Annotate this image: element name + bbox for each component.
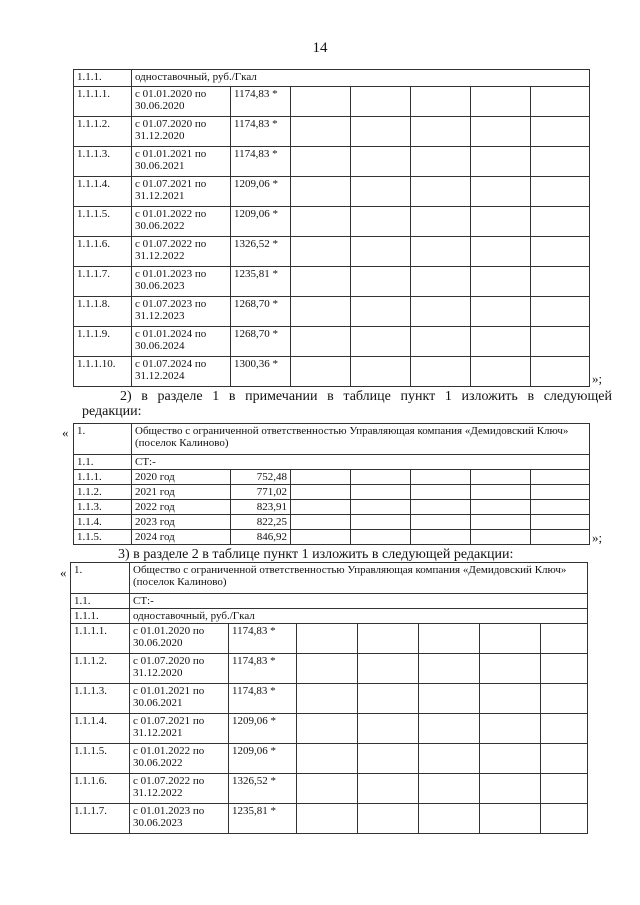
period-cell xyxy=(132,357,231,387)
empty-cell xyxy=(471,357,531,387)
table-row xyxy=(71,714,588,744)
row-number: 1.1.4. xyxy=(74,515,132,530)
period-cell xyxy=(130,684,229,714)
tariff-table-3 xyxy=(70,562,588,834)
tariff-value: 1174,83 * xyxy=(229,684,297,714)
empty-cell xyxy=(411,207,471,237)
organization-name: Общество с ограниченной ответственностью Управляющая компания «Демидовский Ключ» (поселок Калиново) xyxy=(130,563,588,594)
table-row xyxy=(74,470,590,485)
close-quote-mark: »; xyxy=(592,530,603,545)
row-number: 1.1.1.7. xyxy=(71,804,130,834)
tariff-table-1 xyxy=(73,69,590,387)
table-row xyxy=(74,87,590,117)
table-row xyxy=(71,774,588,804)
row-number: 1.1.1.3. xyxy=(74,147,132,177)
ct-row xyxy=(71,594,588,609)
amendment-text-3-line-1: 3) в разделе 2 в таблице пункт 1 изложить в следующей редакции: xyxy=(118,547,514,562)
period-end: 30.06.2020 xyxy=(133,637,183,649)
amendment-text-2-line-1: 2) в разделе 1 в примечании в таблице пункт 1 изложить в следующей xyxy=(120,389,612,404)
period-cell xyxy=(132,267,231,297)
row-number: 1.1.1.1. xyxy=(71,624,130,654)
ct-label: СТ:- xyxy=(130,594,588,609)
organization-row xyxy=(71,563,588,594)
period-start: с 01.07.2020 по xyxy=(133,655,205,667)
amendment-text-2-line-2: редакции: xyxy=(82,404,142,419)
row-number: 1.1.3. xyxy=(74,500,132,515)
period-start: с 01.01.2021 по xyxy=(135,148,207,160)
empty-cell xyxy=(531,530,590,545)
table-row xyxy=(71,804,588,834)
empty-cell xyxy=(480,624,541,654)
period-end: 30.06.2023 xyxy=(133,817,183,829)
tariff-type-label: одноставочный, руб./Гкал xyxy=(132,70,590,87)
empty-cell xyxy=(471,237,531,267)
row-number: 1.1. xyxy=(71,594,130,609)
empty-cell xyxy=(419,624,480,654)
empty-cell xyxy=(351,327,411,357)
tariff-value: 1235,81 * xyxy=(229,804,297,834)
empty-cell xyxy=(351,470,411,485)
table-row xyxy=(71,744,588,774)
empty-cell xyxy=(291,267,351,297)
empty-cell xyxy=(351,515,411,530)
empty-cell xyxy=(351,357,411,387)
empty-cell xyxy=(411,470,471,485)
empty-cell xyxy=(531,470,590,485)
period-start: с 01.07.2023 по xyxy=(135,298,207,310)
empty-cell xyxy=(411,237,471,267)
empty-cell xyxy=(471,530,531,545)
period-start: с 01.01.2022 по xyxy=(135,208,207,220)
row-number: 1.1.1.9. xyxy=(74,327,132,357)
empty-cell xyxy=(471,147,531,177)
empty-cell xyxy=(541,714,588,744)
year-cell: 2021 год xyxy=(132,485,231,500)
period-end: 31.12.2023 xyxy=(135,310,185,322)
table-row xyxy=(74,500,590,515)
empty-cell xyxy=(471,267,531,297)
empty-cell xyxy=(351,485,411,500)
empty-cell xyxy=(531,327,590,357)
empty-cell xyxy=(351,297,411,327)
empty-cell xyxy=(291,515,351,530)
empty-cell xyxy=(419,744,480,774)
tariff-value: 1300,36 * xyxy=(231,357,291,387)
empty-cell xyxy=(541,804,588,834)
tariff-value: 771,02 xyxy=(231,485,291,500)
period-start: с 01.07.2021 по xyxy=(135,178,207,190)
empty-cell xyxy=(471,87,531,117)
period-cell xyxy=(130,774,229,804)
empty-cell xyxy=(351,117,411,147)
empty-cell xyxy=(291,207,351,237)
empty-cell xyxy=(471,515,531,530)
ct-label: СТ:- xyxy=(132,455,590,470)
period-start: с 01.01.2023 по xyxy=(135,268,207,280)
tariff-table-2 xyxy=(73,423,590,545)
empty-cell xyxy=(531,267,590,297)
empty-cell xyxy=(480,804,541,834)
tariff-value: 1209,06 * xyxy=(231,177,291,207)
row-number: 1.1.1.4. xyxy=(71,714,130,744)
empty-cell xyxy=(541,684,588,714)
tariff-value: 752,48 xyxy=(231,470,291,485)
year-cell: 2022 год xyxy=(132,500,231,515)
empty-cell xyxy=(480,744,541,774)
row-number: 1.1.1.3. xyxy=(71,684,130,714)
empty-cell xyxy=(531,485,590,500)
period-cell xyxy=(130,624,229,654)
row-number: 1.1.1.2. xyxy=(74,117,132,147)
empty-cell xyxy=(358,684,419,714)
row-number: 1.1.1.2. xyxy=(71,654,130,684)
period-start: с 01.07.2024 по xyxy=(135,358,207,370)
tariff-value: 822,25 xyxy=(231,515,291,530)
empty-cell xyxy=(358,654,419,684)
period-cell xyxy=(132,327,231,357)
period-start: с 01.07.2022 по xyxy=(135,238,207,250)
period-end: 31.12.2020 xyxy=(135,130,185,142)
open-quote-mark: « xyxy=(62,425,69,440)
page-number: 14 xyxy=(312,40,328,56)
tariff-value: 1209,06 * xyxy=(231,207,291,237)
period-start: с 01.01.2021 по xyxy=(133,685,205,697)
table-row xyxy=(71,684,588,714)
period-cell xyxy=(130,744,229,774)
period-start: с 01.07.2022 по xyxy=(133,775,205,787)
period-end: 30.06.2024 xyxy=(135,340,185,352)
empty-cell xyxy=(358,804,419,834)
empty-cell xyxy=(411,147,471,177)
empty-cell xyxy=(291,297,351,327)
table-header-row xyxy=(74,70,590,87)
empty-cell xyxy=(541,624,588,654)
table-row xyxy=(71,624,588,654)
empty-cell xyxy=(297,624,358,654)
table-row xyxy=(74,530,590,545)
period-cell xyxy=(132,117,231,147)
year-cell: 2020 год xyxy=(132,470,231,485)
table-row xyxy=(74,237,590,267)
empty-cell xyxy=(297,744,358,774)
period-end: 31.12.2021 xyxy=(133,727,183,739)
empty-cell xyxy=(291,500,351,515)
tariff-value: 1174,83 * xyxy=(231,87,291,117)
row-number: 1.1.1.8. xyxy=(74,297,132,327)
empty-cell xyxy=(480,654,541,684)
row-number: 1.1. xyxy=(74,455,132,470)
organization-name: Общество с ограниченной ответственностью Управляющая компания «Демидовский Ключ» (поселок Калиново) xyxy=(132,424,590,455)
empty-cell xyxy=(297,804,358,834)
period-cell xyxy=(132,177,231,207)
period-end: 30.06.2021 xyxy=(135,160,185,172)
empty-cell xyxy=(351,177,411,207)
empty-cell xyxy=(291,470,351,485)
empty-cell xyxy=(291,87,351,117)
amendment-text-2 xyxy=(82,389,612,419)
empty-cell xyxy=(358,714,419,744)
empty-cell xyxy=(419,714,480,744)
organization-row xyxy=(74,424,590,455)
table-row xyxy=(74,207,590,237)
period-end: 31.12.2022 xyxy=(135,250,185,262)
year-cell: 2024 год xyxy=(132,530,231,545)
period-end: 30.06.2020 xyxy=(135,100,185,112)
empty-cell xyxy=(419,684,480,714)
close-quote-mark: »; xyxy=(592,371,603,386)
row-number: 1.1.1.6. xyxy=(71,774,130,804)
empty-cell xyxy=(531,500,590,515)
empty-cell xyxy=(531,117,590,147)
period-end: 30.06.2022 xyxy=(135,220,185,232)
empty-cell xyxy=(411,297,471,327)
tariff-value: 1174,83 * xyxy=(231,147,291,177)
empty-cell xyxy=(419,804,480,834)
empty-cell xyxy=(411,177,471,207)
empty-cell xyxy=(351,530,411,545)
empty-cell xyxy=(471,117,531,147)
empty-cell xyxy=(351,267,411,297)
empty-cell xyxy=(297,714,358,744)
empty-cell xyxy=(291,237,351,267)
open-quote-mark: « xyxy=(60,565,67,580)
period-start: с 01.07.2020 по xyxy=(135,118,207,130)
tariff-value: 1174,83 * xyxy=(229,654,297,684)
empty-cell xyxy=(471,207,531,237)
row-number: 1.1.1.10. xyxy=(74,357,132,387)
empty-cell xyxy=(411,530,471,545)
period-cell xyxy=(132,297,231,327)
empty-cell xyxy=(351,87,411,117)
row-number: 1.1.2. xyxy=(74,485,132,500)
period-start: с 01.01.2023 по xyxy=(133,805,205,817)
table-row xyxy=(74,327,590,357)
empty-cell xyxy=(471,500,531,515)
row-number: 1. xyxy=(71,563,130,594)
tariff-value: 1174,83 * xyxy=(231,117,291,147)
empty-cell xyxy=(291,327,351,357)
empty-cell xyxy=(531,515,590,530)
period-end: 30.06.2022 xyxy=(133,757,183,769)
empty-cell xyxy=(358,624,419,654)
row-number: 1.1.1.7. xyxy=(74,267,132,297)
period-end: 31.12.2024 xyxy=(135,370,185,382)
tariff-value: 1326,52 * xyxy=(229,774,297,804)
empty-cell xyxy=(411,500,471,515)
period-end: 31.12.2020 xyxy=(133,667,183,679)
row-number: 1.1.1.5. xyxy=(74,207,132,237)
empty-cell xyxy=(297,654,358,684)
empty-cell xyxy=(531,357,590,387)
empty-cell xyxy=(291,485,351,500)
empty-cell xyxy=(297,774,358,804)
empty-cell xyxy=(531,87,590,117)
empty-cell xyxy=(531,237,590,267)
empty-cell xyxy=(471,177,531,207)
table-row xyxy=(74,485,590,500)
table-row xyxy=(74,177,590,207)
empty-cell xyxy=(411,117,471,147)
period-cell xyxy=(132,147,231,177)
empty-cell xyxy=(531,147,590,177)
table-header-row xyxy=(71,609,588,624)
table-row xyxy=(74,357,590,387)
table-row xyxy=(74,297,590,327)
row-number: 1.1.1.4. xyxy=(74,177,132,207)
empty-cell xyxy=(471,470,531,485)
empty-cell xyxy=(297,684,358,714)
table-row xyxy=(74,147,590,177)
table-row xyxy=(74,515,590,530)
empty-cell xyxy=(291,117,351,147)
empty-cell xyxy=(541,654,588,684)
empty-cell xyxy=(358,774,419,804)
ct-row xyxy=(74,455,590,470)
empty-cell xyxy=(480,714,541,744)
period-cell xyxy=(132,237,231,267)
period-cell xyxy=(130,804,229,834)
empty-cell xyxy=(411,87,471,117)
empty-cell xyxy=(411,327,471,357)
row-number: 1.1.1. xyxy=(74,70,132,87)
row-number: 1.1.1.5. xyxy=(71,744,130,774)
tariff-value: 846,92 xyxy=(231,530,291,545)
empty-cell xyxy=(531,177,590,207)
empty-cell xyxy=(471,327,531,357)
empty-cell xyxy=(291,530,351,545)
empty-cell xyxy=(480,774,541,804)
empty-cell xyxy=(471,297,531,327)
empty-cell xyxy=(351,237,411,267)
tariff-value: 1268,70 * xyxy=(231,327,291,357)
empty-cell xyxy=(531,207,590,237)
empty-cell xyxy=(291,357,351,387)
tariff-value: 1174,83 * xyxy=(229,624,297,654)
tariff-type-label: одноставочный, руб./Гкал xyxy=(130,609,588,624)
amendment-text-3 xyxy=(118,547,513,562)
row-number: 1.1.1. xyxy=(71,609,130,624)
period-cell xyxy=(130,714,229,744)
period-start: с 01.01.2020 по xyxy=(135,88,207,100)
empty-cell xyxy=(411,357,471,387)
empty-cell xyxy=(351,500,411,515)
row-number: 1.1.1.1. xyxy=(74,87,132,117)
empty-cell xyxy=(358,744,419,774)
table-row xyxy=(74,117,590,147)
row-number: 1.1.1.6. xyxy=(74,237,132,267)
tariff-value: 1268,70 * xyxy=(231,297,291,327)
tariff-value: 1326,52 * xyxy=(231,237,291,267)
period-start: с 01.01.2022 по xyxy=(133,745,205,757)
row-number: 1. xyxy=(74,424,132,455)
period-end: 31.12.2022 xyxy=(133,787,183,799)
tariff-value: 1209,06 * xyxy=(229,744,297,774)
tariff-value: 1235,81 * xyxy=(231,267,291,297)
table-row xyxy=(74,267,590,297)
period-cell xyxy=(132,207,231,237)
period-end: 31.12.2021 xyxy=(135,190,185,202)
empty-cell xyxy=(351,147,411,177)
period-end: 30.06.2023 xyxy=(135,280,185,292)
period-cell xyxy=(130,654,229,684)
empty-cell xyxy=(291,177,351,207)
empty-cell xyxy=(419,774,480,804)
tariff-value: 1209,06 * xyxy=(229,714,297,744)
period-start: с 01.07.2021 по xyxy=(133,715,205,727)
period-start: с 01.01.2020 по xyxy=(133,625,205,637)
empty-cell xyxy=(480,684,541,714)
empty-cell xyxy=(291,147,351,177)
empty-cell xyxy=(411,267,471,297)
year-cell: 2023 год xyxy=(132,515,231,530)
empty-cell xyxy=(541,774,588,804)
row-number: 1.1.5. xyxy=(74,530,132,545)
empty-cell xyxy=(351,207,411,237)
empty-cell xyxy=(419,654,480,684)
empty-cell xyxy=(541,744,588,774)
period-start: с 01.01.2024 по xyxy=(135,328,207,340)
table-row xyxy=(71,654,588,684)
period-end: 30.06.2021 xyxy=(133,697,183,709)
period-cell xyxy=(132,87,231,117)
empty-cell xyxy=(411,485,471,500)
row-number: 1.1.1. xyxy=(74,470,132,485)
empty-cell xyxy=(411,515,471,530)
empty-cell xyxy=(531,297,590,327)
empty-cell xyxy=(471,485,531,500)
tariff-value: 823,91 xyxy=(231,500,291,515)
